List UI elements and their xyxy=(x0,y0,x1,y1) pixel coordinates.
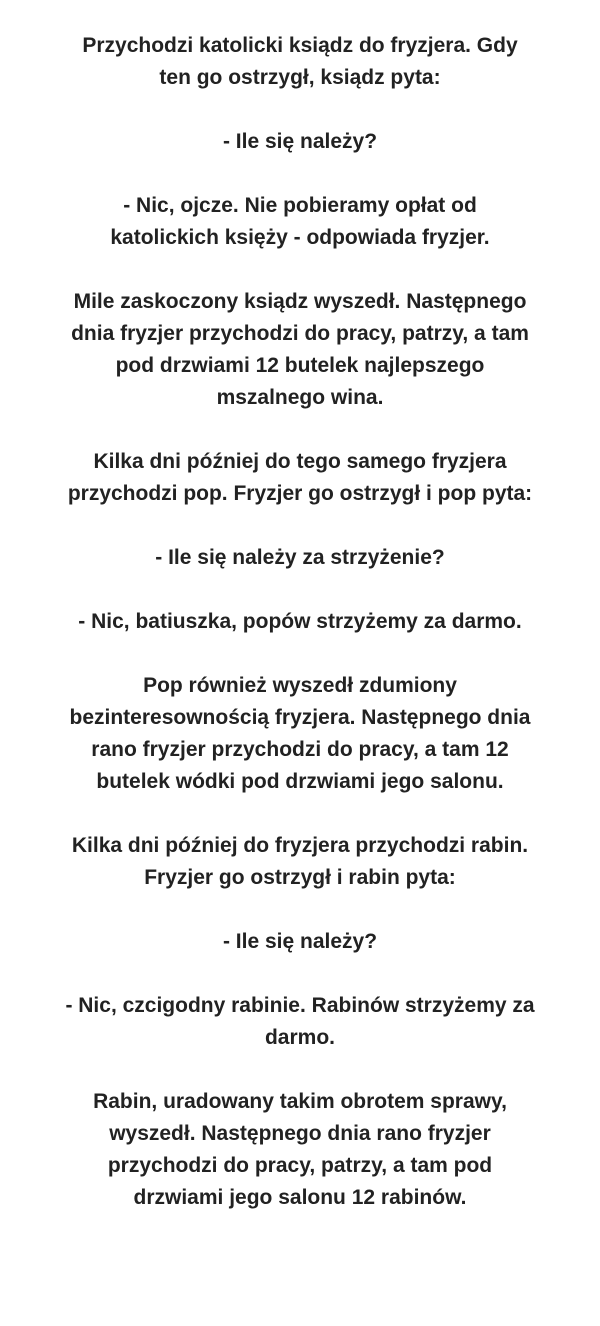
paragraph-barber-answer-priest xyxy=(0,190,600,254)
text-line: przychodzi do pracy, patrzy, a tam pod xyxy=(107,1154,493,1177)
joke-text xyxy=(0,30,600,1246)
text-line: Kilka dni później do tego samego fryzjera xyxy=(93,450,507,473)
text-line: wyszedł. Następnego dnia rano fryzjer xyxy=(109,1122,491,1145)
paragraph-punchline xyxy=(0,1086,600,1214)
text-line: przychodzi pop. Fryzjer go ostrzygł i pop pyta: xyxy=(67,482,533,505)
paragraph-priest-question xyxy=(0,126,600,158)
paragraph-intro xyxy=(0,30,600,94)
text-line: katolickich księży - odpowiada fryzjer. xyxy=(110,226,490,249)
text-line: darmo. xyxy=(264,1026,335,1049)
text-line: pod drzwiami 12 butelek najlepszego xyxy=(115,354,485,377)
text-line: - Nic, czcigodny rabinie. Rabinów strzyżemy za xyxy=(65,994,535,1017)
text-line: - Nic, batiuszka, popów strzyżemy za darmo. xyxy=(78,610,522,633)
text-line: Mile zaskoczony ksiądz wyszedł. Następnego xyxy=(73,290,527,313)
text-line: Przychodzi katolicki ksiądz do fryzjera. Gdy xyxy=(82,34,518,57)
paragraph-barber-answer-pop xyxy=(0,606,600,638)
text-line: Pop również wyszedł zdumiony xyxy=(143,674,457,697)
text-line: Fryzjer go ostrzygł i rabin pyta: xyxy=(144,866,456,889)
paragraph-pop-gift xyxy=(0,670,600,798)
text-line: ten go ostrzygł, ksiądz pyta: xyxy=(159,66,441,89)
text-line: bezinteresownością fryzjera. Następnego dnia xyxy=(69,706,531,729)
paragraph-pop-question xyxy=(0,542,600,574)
text-line: - Nic, ojcze. Nie pobieramy opłat od xyxy=(123,194,477,217)
paragraph-priest-gift xyxy=(0,286,600,414)
text-line: - Ile się należy? xyxy=(222,130,378,153)
text-line: rano fryzjer przychodzi do pracy, a tam 12 xyxy=(91,738,509,761)
paragraph-barber-answer-rabbi xyxy=(0,990,600,1054)
text-line: Rabin, uradowany takim obrotem sprawy, xyxy=(93,1090,507,1113)
paragraph-rabbi-question xyxy=(0,926,600,958)
text-line: drzwiami jego salonu 12 rabinów. xyxy=(133,1186,467,1209)
text-line: - Ile się należy? xyxy=(222,930,378,953)
paragraph-pop-visit xyxy=(0,446,600,510)
text-line: butelek wódki pod drzwiami jego salonu. xyxy=(96,770,504,793)
text-line: Kilka dni później do fryzjera przychodzi rabin. xyxy=(71,834,529,857)
text-line: mszalnego wina. xyxy=(216,386,384,409)
paragraph-rabbi-visit xyxy=(0,830,600,894)
text-line: - Ile się należy za strzyżenie? xyxy=(155,546,445,569)
text-line: dnia fryzjer przychodzi do pracy, patrzy, a tam xyxy=(71,322,529,345)
